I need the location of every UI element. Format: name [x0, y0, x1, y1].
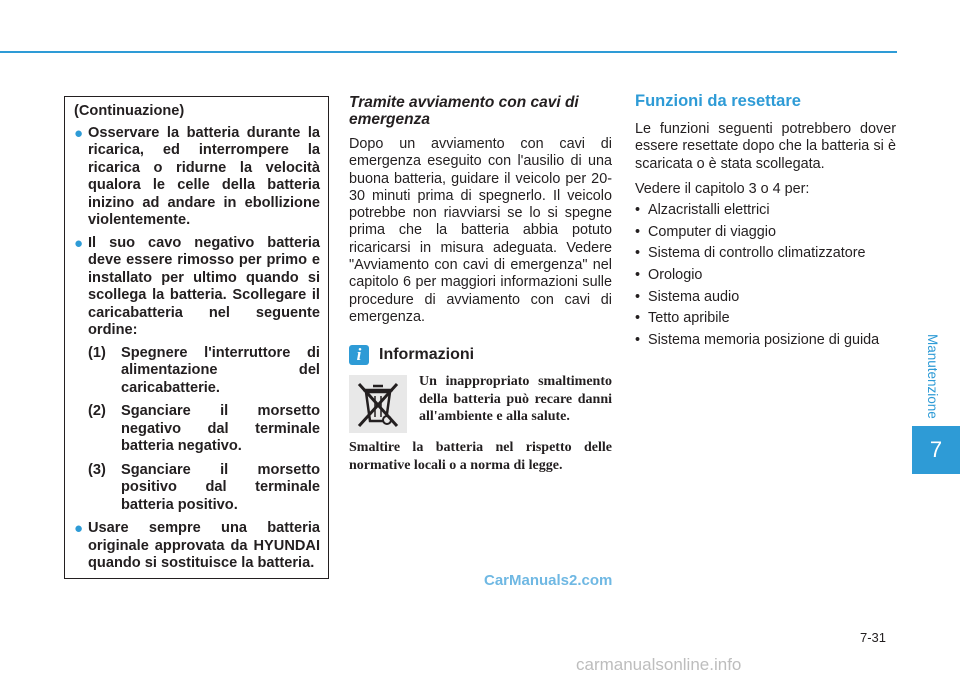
- list-item: • Orologio: [635, 267, 896, 284]
- top-rule: [0, 51, 897, 53]
- warning-box: [64, 96, 329, 579]
- info-text: Un inappropriato smaltimento della batteria può recare danni all'ambiente e alla salute.: [419, 374, 612, 425]
- chapter-tab: 7: [912, 426, 960, 474]
- step-number: (2): [88, 403, 106, 419]
- reset-list: [635, 202, 896, 349]
- list-item: • Sistema di controllo climatizzatore: [635, 245, 896, 262]
- info-icon: i: [349, 345, 369, 365]
- info-text-disposal: Smaltire la batteria nel rispetto delle normative locali o a norma di legge.: [349, 440, 612, 473]
- list-item: • Tetto apribile: [635, 310, 896, 327]
- list-item: • Sistema memoria posizione di guida: [635, 332, 896, 349]
- section-heading: Tramite avviamento con cavi di emergenza: [349, 94, 579, 128]
- bullet-icon: ●: [74, 124, 84, 142]
- warning-item-text: Usare sempre una batteria originale approvata da HYUNDAI quando si sostituisce la batteria.: [88, 520, 320, 571]
- step-text: Sganciare il morsetto positivo dal terminale batteria positivo.: [121, 461, 320, 513]
- warning-item: [73, 520, 320, 573]
- step-number: (1): [88, 344, 106, 361]
- watermark-link[interactable]: CarManuals2.com: [484, 572, 613, 589]
- crossed-out-bin-icon: [349, 375, 407, 433]
- step-number: (3): [88, 461, 106, 478]
- list-item: • Sistema audio: [635, 289, 896, 306]
- info-content: [349, 373, 612, 433]
- list-item: • Alzacristalli elettrici: [635, 202, 896, 219]
- info-header: [349, 345, 612, 365]
- info-title: Informazioni: [379, 346, 475, 364]
- continuation-label: (Continuazione): [74, 103, 185, 119]
- jump-start-section: [349, 94, 612, 474]
- section-body: Dopo un avviamento con cavi di emergenza eseguito con l'ausilio di una buona batteria, guidare il veicolo per 20-30 minuti prima di spegnerlo. Il veicolo potrebbe non riavviarsi se lo si spegne prima che la batteria abbia potuto ricaricarsi in misura adeguata. Vedere "Avviamento con cavi di emergenza" nel capitolo 6 per maggiori informazioni sulle procedure di avviamento con cavi di emergenza.: [349, 136, 612, 325]
- watermark-footer[interactable]: carmanualsonline.info: [576, 655, 742, 674]
- bullet-icon: ●: [74, 520, 84, 537]
- page-number: 7-31: [860, 630, 887, 645]
- disconnect-steps: [88, 345, 320, 515]
- bullet-icon: ●: [74, 234, 84, 252]
- warning-item: [73, 125, 320, 230]
- warning-item-text: Osservare la batteria durante la ricarica, ed interrompere la ricarica o ridurne la velocità qualora le celle della batteria inizino ad andare in ebollizione violentemente.: [88, 124, 320, 228]
- step-text: Spegnere l'interruttore di alimentazione del caricabatterie.: [121, 344, 320, 396]
- step-item: [88, 345, 320, 398]
- list-item: • Computer di viaggio: [635, 224, 896, 241]
- section-see-chapter: Vedere il capitolo 3 o 4 per:: [635, 180, 810, 197]
- warning-item-text: Il suo cavo negativo batteria deve essere rimosso per primo e installato per ultimo quando si scollega la batteria. Scollegare il caricabatteria nel seguente ordine:: [88, 234, 320, 338]
- step-text: Sganciare il morsetto negativo dal terminale batteria negativo.: [121, 403, 320, 454]
- section-intro: Le funzioni seguenti potrebbero dover essere resettate dopo che la batteria si è scaricata o è stata scollegata.: [635, 121, 896, 172]
- reset-functions-section: [635, 92, 896, 353]
- step-item: [88, 403, 320, 456]
- section-heading: Funzioni da resettare: [635, 92, 801, 110]
- step-item: [88, 462, 320, 515]
- section-side-label: Manutenzione: [925, 333, 940, 419]
- warning-item: [73, 235, 320, 340]
